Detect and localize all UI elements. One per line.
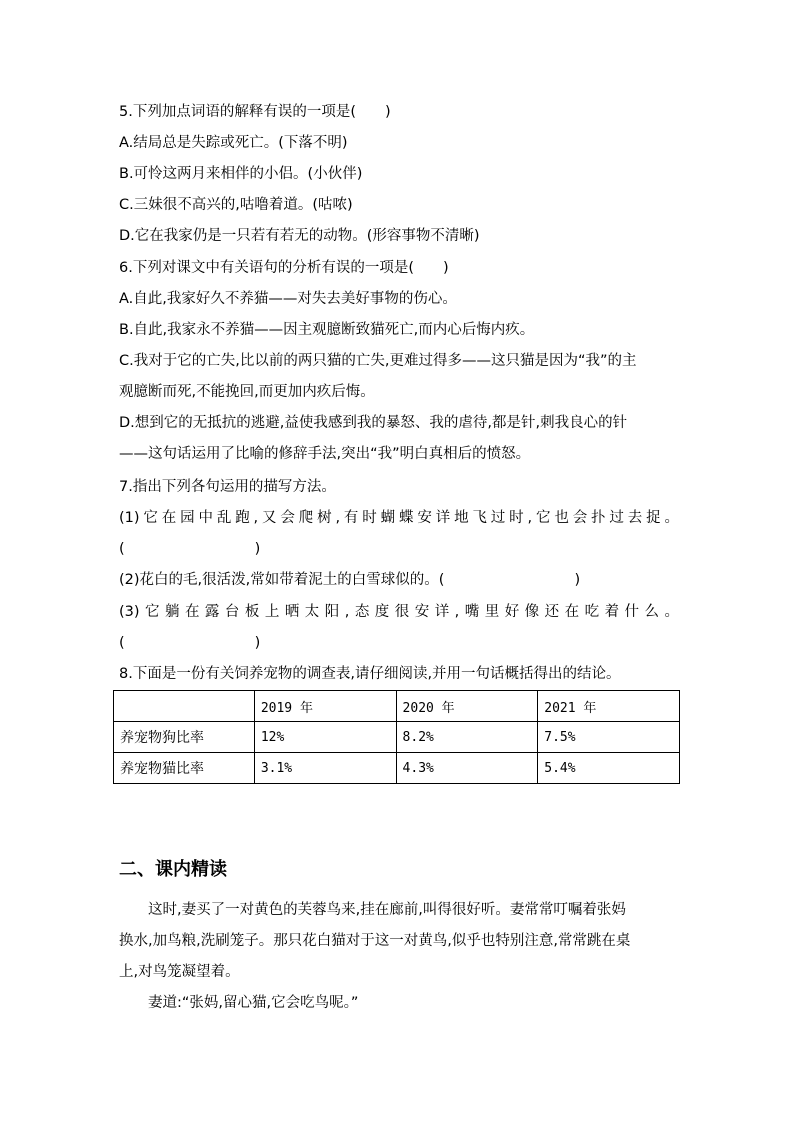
close-paren: ) (254, 541, 261, 557)
q7-item-1: (1)它在园中乱跑,又会爬树,有时蝴蝶安详地飞过时,它也会扑过去捉。 (119, 510, 679, 526)
table-cell: 8.2% (396, 722, 538, 753)
table-cell: 4.3% (396, 753, 538, 784)
q5-option-d: D.它在我家仍是一只若有若无的动物。(形容事物不清晰) (119, 228, 480, 244)
table-row-label: 养宠物狗比率 (114, 722, 255, 753)
q7-answer-blank-3[interactable] (119, 633, 679, 653)
q7-item-3: (3)它躺在露台板上晒太阳,态度很安详,嘴里好像还在吃着什么。 (119, 604, 679, 620)
q6-option-b: B.自此,我家永不养猫——因主观臆断致猫死亡,而内心后悔内疚。 (119, 322, 535, 338)
q7-answer-blank-1[interactable] (119, 539, 679, 559)
table-header-cell (114, 691, 255, 722)
open-paren: ( (119, 635, 125, 651)
q5-stem: 5.下列加点词语的解释有误的一项是( ) (119, 104, 391, 120)
q5-option-a: A.结局总是失踪或死亡。(下落不明) (119, 135, 348, 151)
table-cell: 3.1% (254, 753, 396, 784)
q6-option-d-line1: D.想到它的无抵抗的逃避,益使我感到我的暴怒、我的虐待,都是针,刺我良心的针 (119, 415, 628, 431)
q6-option-a: A.自此,我家好久不养猫——对失去美好事物的伤心。 (119, 291, 457, 307)
q6-stem: 6.下列对课文中有关语句的分析有误的一项是( ) (119, 260, 449, 276)
table-header-row (114, 691, 680, 722)
close-paren: ) (574, 572, 581, 588)
table-row (114, 722, 680, 753)
open-paren: ( (438, 572, 445, 588)
q5-option-c: C.三妹很不高兴的,咕噜着道。(咕哝) (119, 197, 353, 213)
paragraph-line: 妻道:“张妈,留心猫,它会吃鸟呢。” (148, 995, 359, 1011)
paragraph-line: 上,对鸟笼凝望着。 (119, 964, 240, 980)
pet-survey-table (113, 690, 680, 784)
table-header-cell: 2019 年 (254, 691, 396, 722)
table-row (114, 753, 680, 784)
q7-answer-blank-2[interactable] (439, 572, 580, 588)
paragraph-line: 换水,加鸟粮,洗刷笼子。那只花白猫对于这一对黄鸟,似乎也特别注意,常常跳在桌 (119, 933, 631, 949)
close-paren: ) (254, 635, 261, 651)
table-header-cell: 2021 年 (538, 691, 680, 722)
table-cell: 12% (254, 722, 396, 753)
q6-option-c-line1: C.我对于它的亡失,比以前的两只猫的亡失,更难过得多——这只猫是因为“我”的主 (119, 353, 637, 369)
q7-item-2: (2)花白的毛,很活泼,常如带着泥土的白雪球似的。 (119, 572, 439, 588)
q6-option-c-line2: 观臆断而死,不能挽回,而更加内疚后悔。 (119, 384, 375, 400)
q7-item-2-row (119, 570, 679, 590)
q7-stem: 7.指出下列各句运用的描写方法。 (119, 479, 336, 495)
table-cell: 5.4% (538, 753, 680, 784)
table-cell: 7.5% (538, 722, 680, 753)
open-paren: ( (119, 541, 125, 557)
table-header-cell: 2020 年 (396, 691, 538, 722)
q6-option-d-line2: ——这句话运用了比喻的修辞手法,突出“我”明白真相后的愤怒。 (119, 446, 531, 462)
q8-stem: 8.下面是一份有关饲养宠物的调查表,请仔细阅读,并用一句话概括得出的结论。 (119, 666, 621, 682)
table-row-label: 养宠物猫比率 (114, 753, 255, 784)
paragraph-line: 这时,妻买了一对黄色的芙蓉鸟来,挂在廊前,叫得很好听。妻常常叮嘱着张妈 (148, 902, 626, 918)
section-title: 二、课内精读 (119, 859, 227, 880)
q5-option-b: B.可怜这两月来相伴的小侣。(小伙伴) (119, 166, 363, 182)
